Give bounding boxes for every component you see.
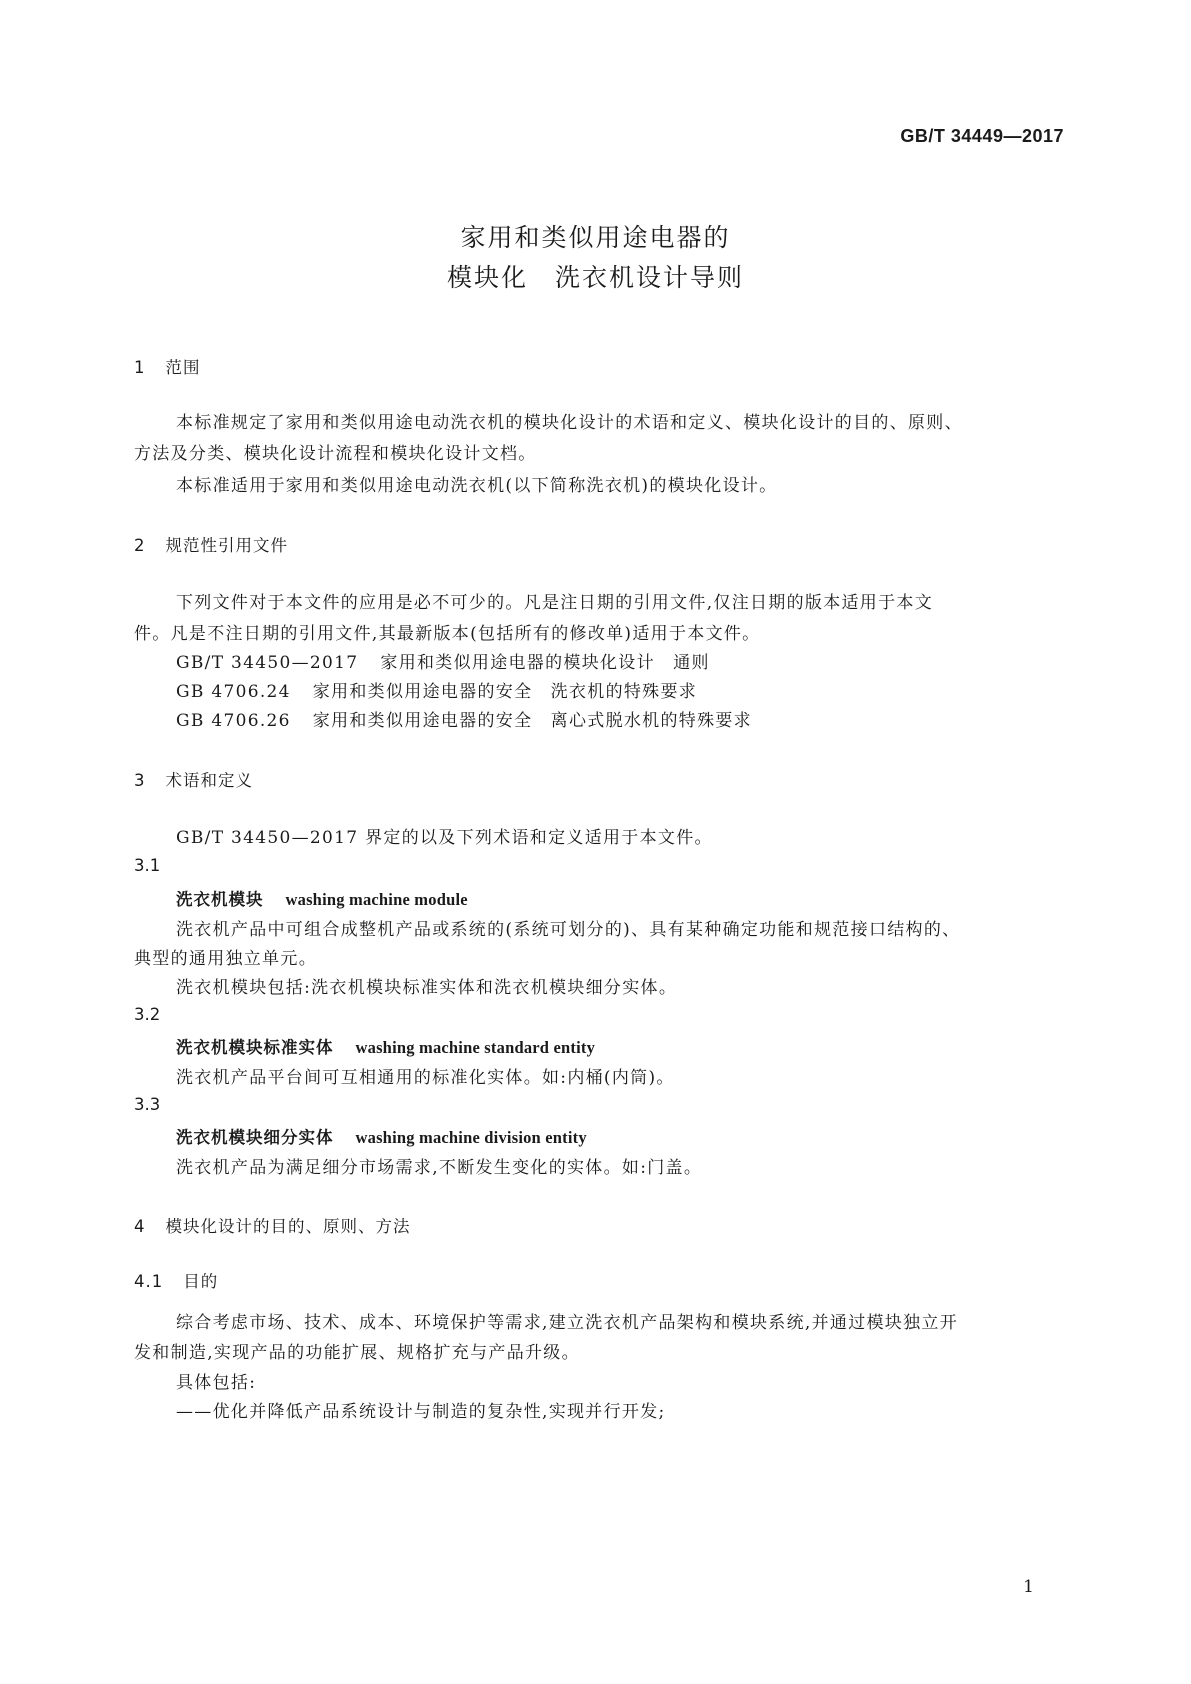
term-entry [176, 886, 468, 910]
paragraph: 具体包括: [176, 1373, 257, 1393]
list-item: ——优化并降低产品系统设计与制造的复杂性,实现并行开发; [176, 1402, 666, 1422]
title-line-2: 模块化 洗衣机设计导则 [446, 263, 744, 292]
section-number: 4 [134, 1217, 146, 1236]
reference-code: GB 4706.26 [176, 711, 291, 731]
term-number: 3.1 [134, 856, 161, 875]
reference-title: 家用和类似用途电器的安全 洗衣机的特殊要求 [312, 682, 698, 702]
section-title: 范围 [165, 358, 201, 377]
term-zh: 洗衣机模块 [176, 890, 264, 909]
paragraph: GB/T 34450—2017 界定的以及下列术语和定义适用于本文件。 [176, 828, 713, 848]
section-number: 3 [134, 771, 146, 790]
term-zh: 洗衣机模块细分实体 [176, 1128, 334, 1147]
section-1-heading [134, 354, 201, 378]
term-number: 3.3 [134, 1095, 161, 1114]
section-title: 术语和定义 [165, 771, 253, 790]
title-line-1: 家用和类似用途电器的 [460, 223, 731, 252]
paragraph: 方法及分类、模块化设计流程和模块化设计文档。 [134, 444, 537, 464]
section-number: 1 [134, 358, 146, 377]
paragraph: 下列文件对于本文件的应用是必不可少的。凡是注日期的引用文件,仅注日期的版本适用于本文 [176, 593, 934, 613]
section-title: 模块化设计的目的、原则、方法 [165, 1217, 411, 1236]
definition: 洗衣机模块包括:洗衣机模块标准实体和洗衣机模块细分实体。 [176, 978, 678, 998]
paragraph: 件。凡是不注日期的引用文件,其最新版本(包括所有的修改单)适用于本文件。 [134, 624, 761, 644]
term-en: washing machine division entity [355, 1128, 587, 1147]
definition: 典型的通用独立单元。 [134, 949, 317, 969]
section-2-heading [134, 532, 288, 556]
paragraph: 本标准适用于家用和类似用途电动洗衣机(以下简称洗衣机)的模块化设计。 [176, 476, 778, 496]
subsection-number: 4.1 [134, 1272, 164, 1291]
reference-title: 家用和类似用途电器的模块化设计 通则 [380, 653, 710, 673]
section-title: 规范性引用文件 [165, 536, 288, 555]
reference-item [176, 677, 697, 702]
definition: 洗衣机产品为满足细分市场需求,不断发生变化的实体。如:门盖。 [176, 1158, 703, 1178]
paragraph: 发和制造,实现产品的功能扩展、规格扩充与产品升级。 [134, 1343, 580, 1363]
reference-code: GB 4706.24 [176, 682, 291, 702]
reference-title: 家用和类似用途电器的安全 离心式脱水机的特殊要求 [312, 711, 752, 731]
subsection-4-1-heading [134, 1268, 218, 1292]
definition: 洗衣机产品平台间可互相通用的标准化实体。如:内桶(内筒)。 [176, 1068, 675, 1088]
reference-code: GB/T 34450—2017 [176, 653, 359, 673]
section-4-heading [134, 1213, 411, 1237]
term-zh: 洗衣机模块标准实体 [176, 1038, 334, 1057]
subsection-title: 目的 [183, 1272, 219, 1291]
document-code: GB/T 34449—2017 [900, 126, 1064, 146]
reference-item [176, 648, 710, 673]
page-number: 1 [1023, 1577, 1034, 1597]
term-en: washing machine standard entity [355, 1038, 596, 1057]
term-entry [176, 1124, 587, 1148]
paragraph: 本标准规定了家用和类似用途电动洗衣机的模块化设计的术语和定义、模块化设计的目的、原则、 [176, 413, 963, 433]
section-3-heading [134, 767, 253, 791]
term-entry [176, 1034, 595, 1058]
paragraph: 综合考虑市场、技术、成本、环境保护等需求,建立洗衣机产品架构和模块系统,并通过模块独立开 [176, 1313, 959, 1333]
reference-item [176, 706, 752, 731]
section-number: 2 [134, 536, 146, 555]
definition: 洗衣机产品中可组合成整机产品或系统的(系统可划分的)、具有某种确定功能和规范接口结构的、 [176, 920, 961, 940]
term-en: washing machine module [285, 890, 468, 909]
term-number: 3.2 [134, 1005, 161, 1024]
